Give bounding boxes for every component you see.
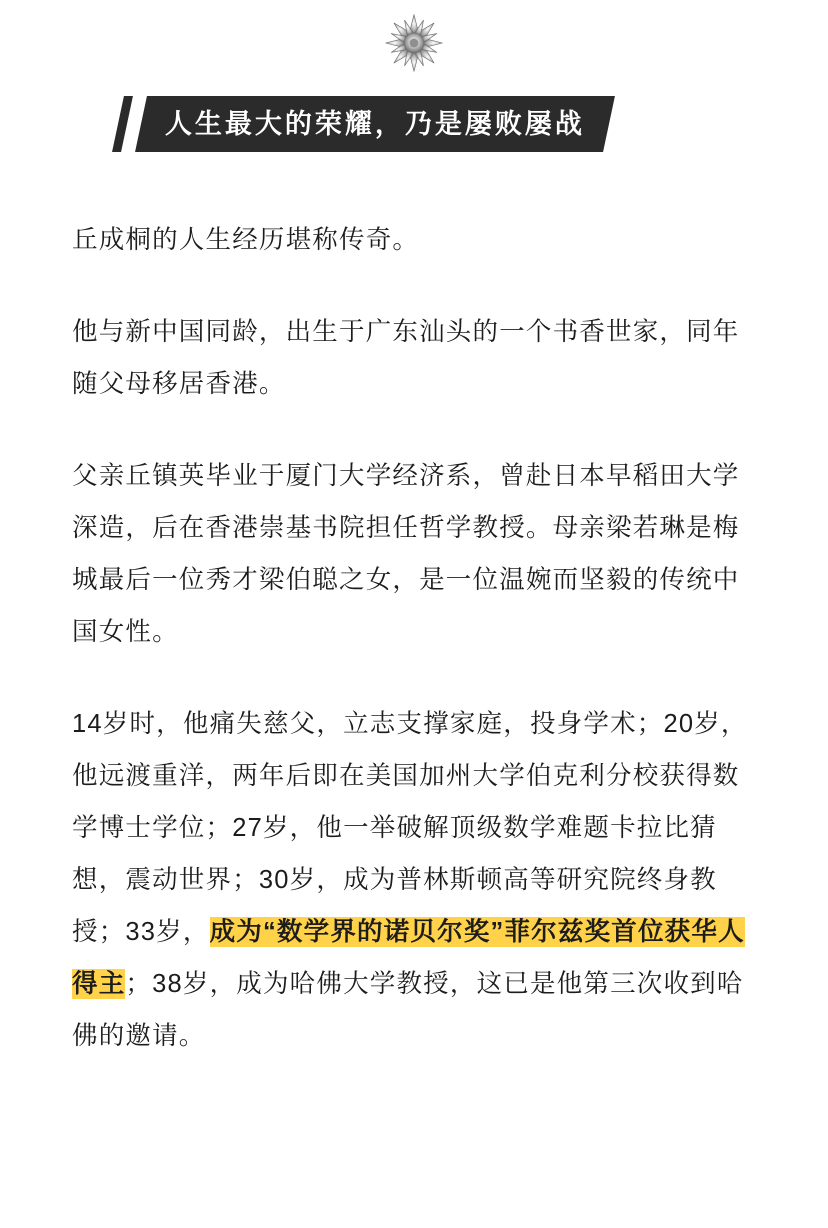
article-body bbox=[72, 214, 762, 1062]
highlighted-text-segment: 成为“数学界的诺贝尔奖”菲尔兹奖首位获华人得主 bbox=[72, 918, 745, 998]
headline-accent-bar bbox=[112, 96, 133, 152]
ornament-container bbox=[0, 0, 828, 78]
text-segment: 丘成桐的人生经历堪称传奇。 bbox=[72, 226, 420, 254]
text-segment: 他与新中国同龄，出生于广东汕头的一个书香世家，同年随父母移居香港。 bbox=[72, 318, 740, 398]
paragraph-2 bbox=[72, 306, 762, 410]
text-segment: 14岁时，他痛失慈父，立志支撑家庭，投身学术；20岁，他远渡重洋，两年后即在美国加州大学伯克利分校获得数学博士学位；27岁，他一举破解顶级数学难题卡拉比猜想，震动世界；30岁，成为普林斯顿高等研究院终身教授；33岁， bbox=[72, 710, 748, 946]
paragraph-3 bbox=[72, 450, 762, 658]
paragraph-1 bbox=[72, 214, 762, 266]
starburst-ornament-icon bbox=[383, 12, 445, 74]
headline-banner bbox=[118, 96, 828, 152]
text-segment: ；38岁，成为哈佛大学教授，这已是他第三次收到哈佛的邀请。 bbox=[72, 970, 744, 1050]
headline-text: 人生最大的荣耀，乃是屡败屡战 bbox=[165, 108, 585, 139]
headline-box bbox=[135, 96, 615, 152]
paragraph-4 bbox=[72, 698, 762, 1062]
text-segment: 父亲丘镇英毕业于厦门大学经济系，曾赴日本早稻田大学深造，后在香港崇基书院担任哲学教授。母亲梁若琳是梅城最后一位秀才梁伯聪之女，是一位温婉而坚毅的传统中国女性。 bbox=[72, 462, 740, 646]
